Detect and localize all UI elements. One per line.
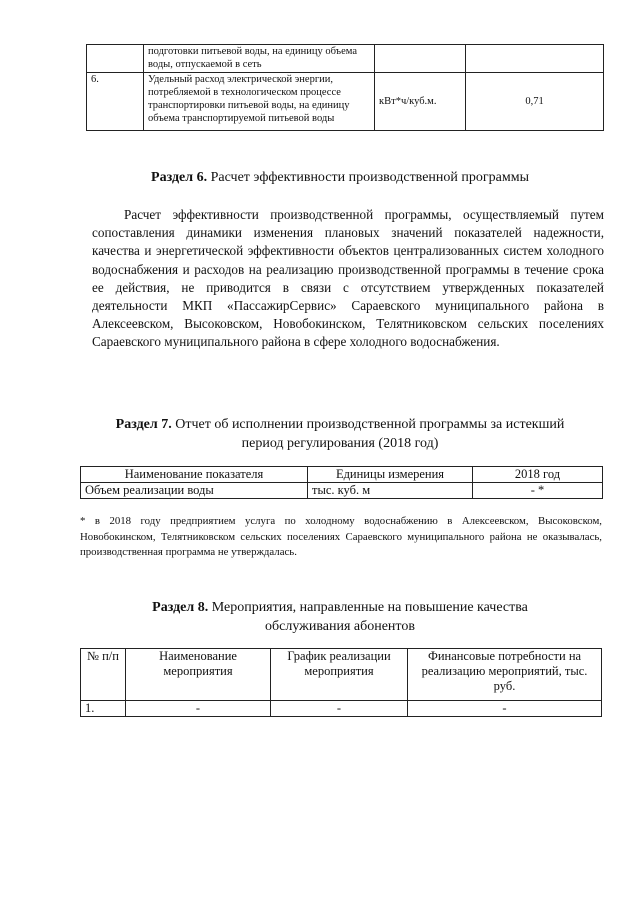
section7-footnote: * в 2018 году предприятием услуга по холодному водоснабжению в Алексеевском, Высоковском, Новобокинском, Телятниковском сельских поселениях Сараевского муниципального района не оказывалась, производственная программа не утверждалась.: [80, 515, 602, 558]
indicator-value: [466, 45, 604, 73]
report-table: [80, 466, 603, 499]
section7-title-line1: Отчет об исполнении производственной программы за истекший: [175, 417, 565, 432]
table-header-row: [81, 467, 603, 483]
measures-table: [80, 648, 602, 717]
table-row: [87, 73, 604, 131]
indicator-name: Удельный расход электрической энергии, потребляемой в технологическом процессе транспортировки питьевой воды, на единицу объема транспортируемой питьевой воды: [144, 73, 375, 131]
header-schedule: График реализации мероприятия: [271, 649, 408, 701]
indicator-unit: кВт*ч/куб.м.: [375, 73, 466, 131]
table-row: [81, 483, 603, 499]
table-row: [81, 701, 602, 717]
cell-number: 1.: [81, 701, 126, 717]
header-unit: Единицы измерения: [308, 467, 473, 483]
header-year: 2018 год: [473, 467, 603, 483]
table-row: [87, 45, 604, 73]
section7-label: Раздел 7.: [115, 417, 172, 432]
row-number: 6.: [87, 73, 144, 131]
indicator-value: 0,71: [466, 73, 604, 131]
section8-title-line1: Мероприятия, направленные на повышение качества: [211, 600, 528, 615]
header-indicator: Наименование показателя: [81, 467, 308, 483]
header-measure-name: Наименование мероприятия: [126, 649, 271, 701]
section8-label: Раздел 8.: [152, 600, 209, 615]
indicators-table: [86, 44, 604, 131]
section6-label: Раздел 6.: [151, 170, 208, 185]
indicator-unit: [375, 45, 466, 73]
section8-title-line2: обслуживания абонентов: [265, 619, 415, 634]
section6-heading: [80, 168, 600, 187]
section6-text: Расчет эффективности производственной программы, осуществляемый путем сопоставления динамики изменения плановых значений показателей надежности, качества и энергетической эффективности объектов централизованных систем холодного водоснабжения и расходов на реализацию производственной программы в течение срока ее действия, не приводится в связи с отсутствием утвержденных показателей деятельности МКП «ПассажирСервис» Сараевского муниципального района в Алексеевском, Высоковском, Новобокинском, Телятниковском сельских поселениях Сараевского муниципального района в сфере холодного водоснабжения.: [92, 207, 604, 350]
cell-unit: тыс. куб. м: [308, 483, 473, 499]
section7-heading: [80, 415, 600, 453]
cell-measure-name: -: [126, 701, 271, 717]
header-financing: Финансовые потребности на реализацию мероприятий, тыс. руб.: [408, 649, 602, 701]
table-header-row: [81, 649, 602, 701]
cell-value: - *: [473, 483, 603, 499]
row-number: [87, 45, 144, 73]
section6-title: Расчет эффективности производственной программы: [210, 170, 529, 185]
section7-title-line2: период регулирования (2018 год): [241, 436, 439, 451]
cell-indicator: Объем реализации воды: [81, 483, 308, 499]
header-number: № п/п: [81, 649, 126, 701]
section8-heading: [80, 598, 600, 636]
cell-financing: -: [408, 701, 602, 717]
indicator-name: подготовки питьевой воды, на единицу объема воды, отпускаемой в сеть: [144, 45, 375, 73]
cell-schedule: -: [271, 701, 408, 717]
section6-paragraph: [92, 206, 604, 352]
